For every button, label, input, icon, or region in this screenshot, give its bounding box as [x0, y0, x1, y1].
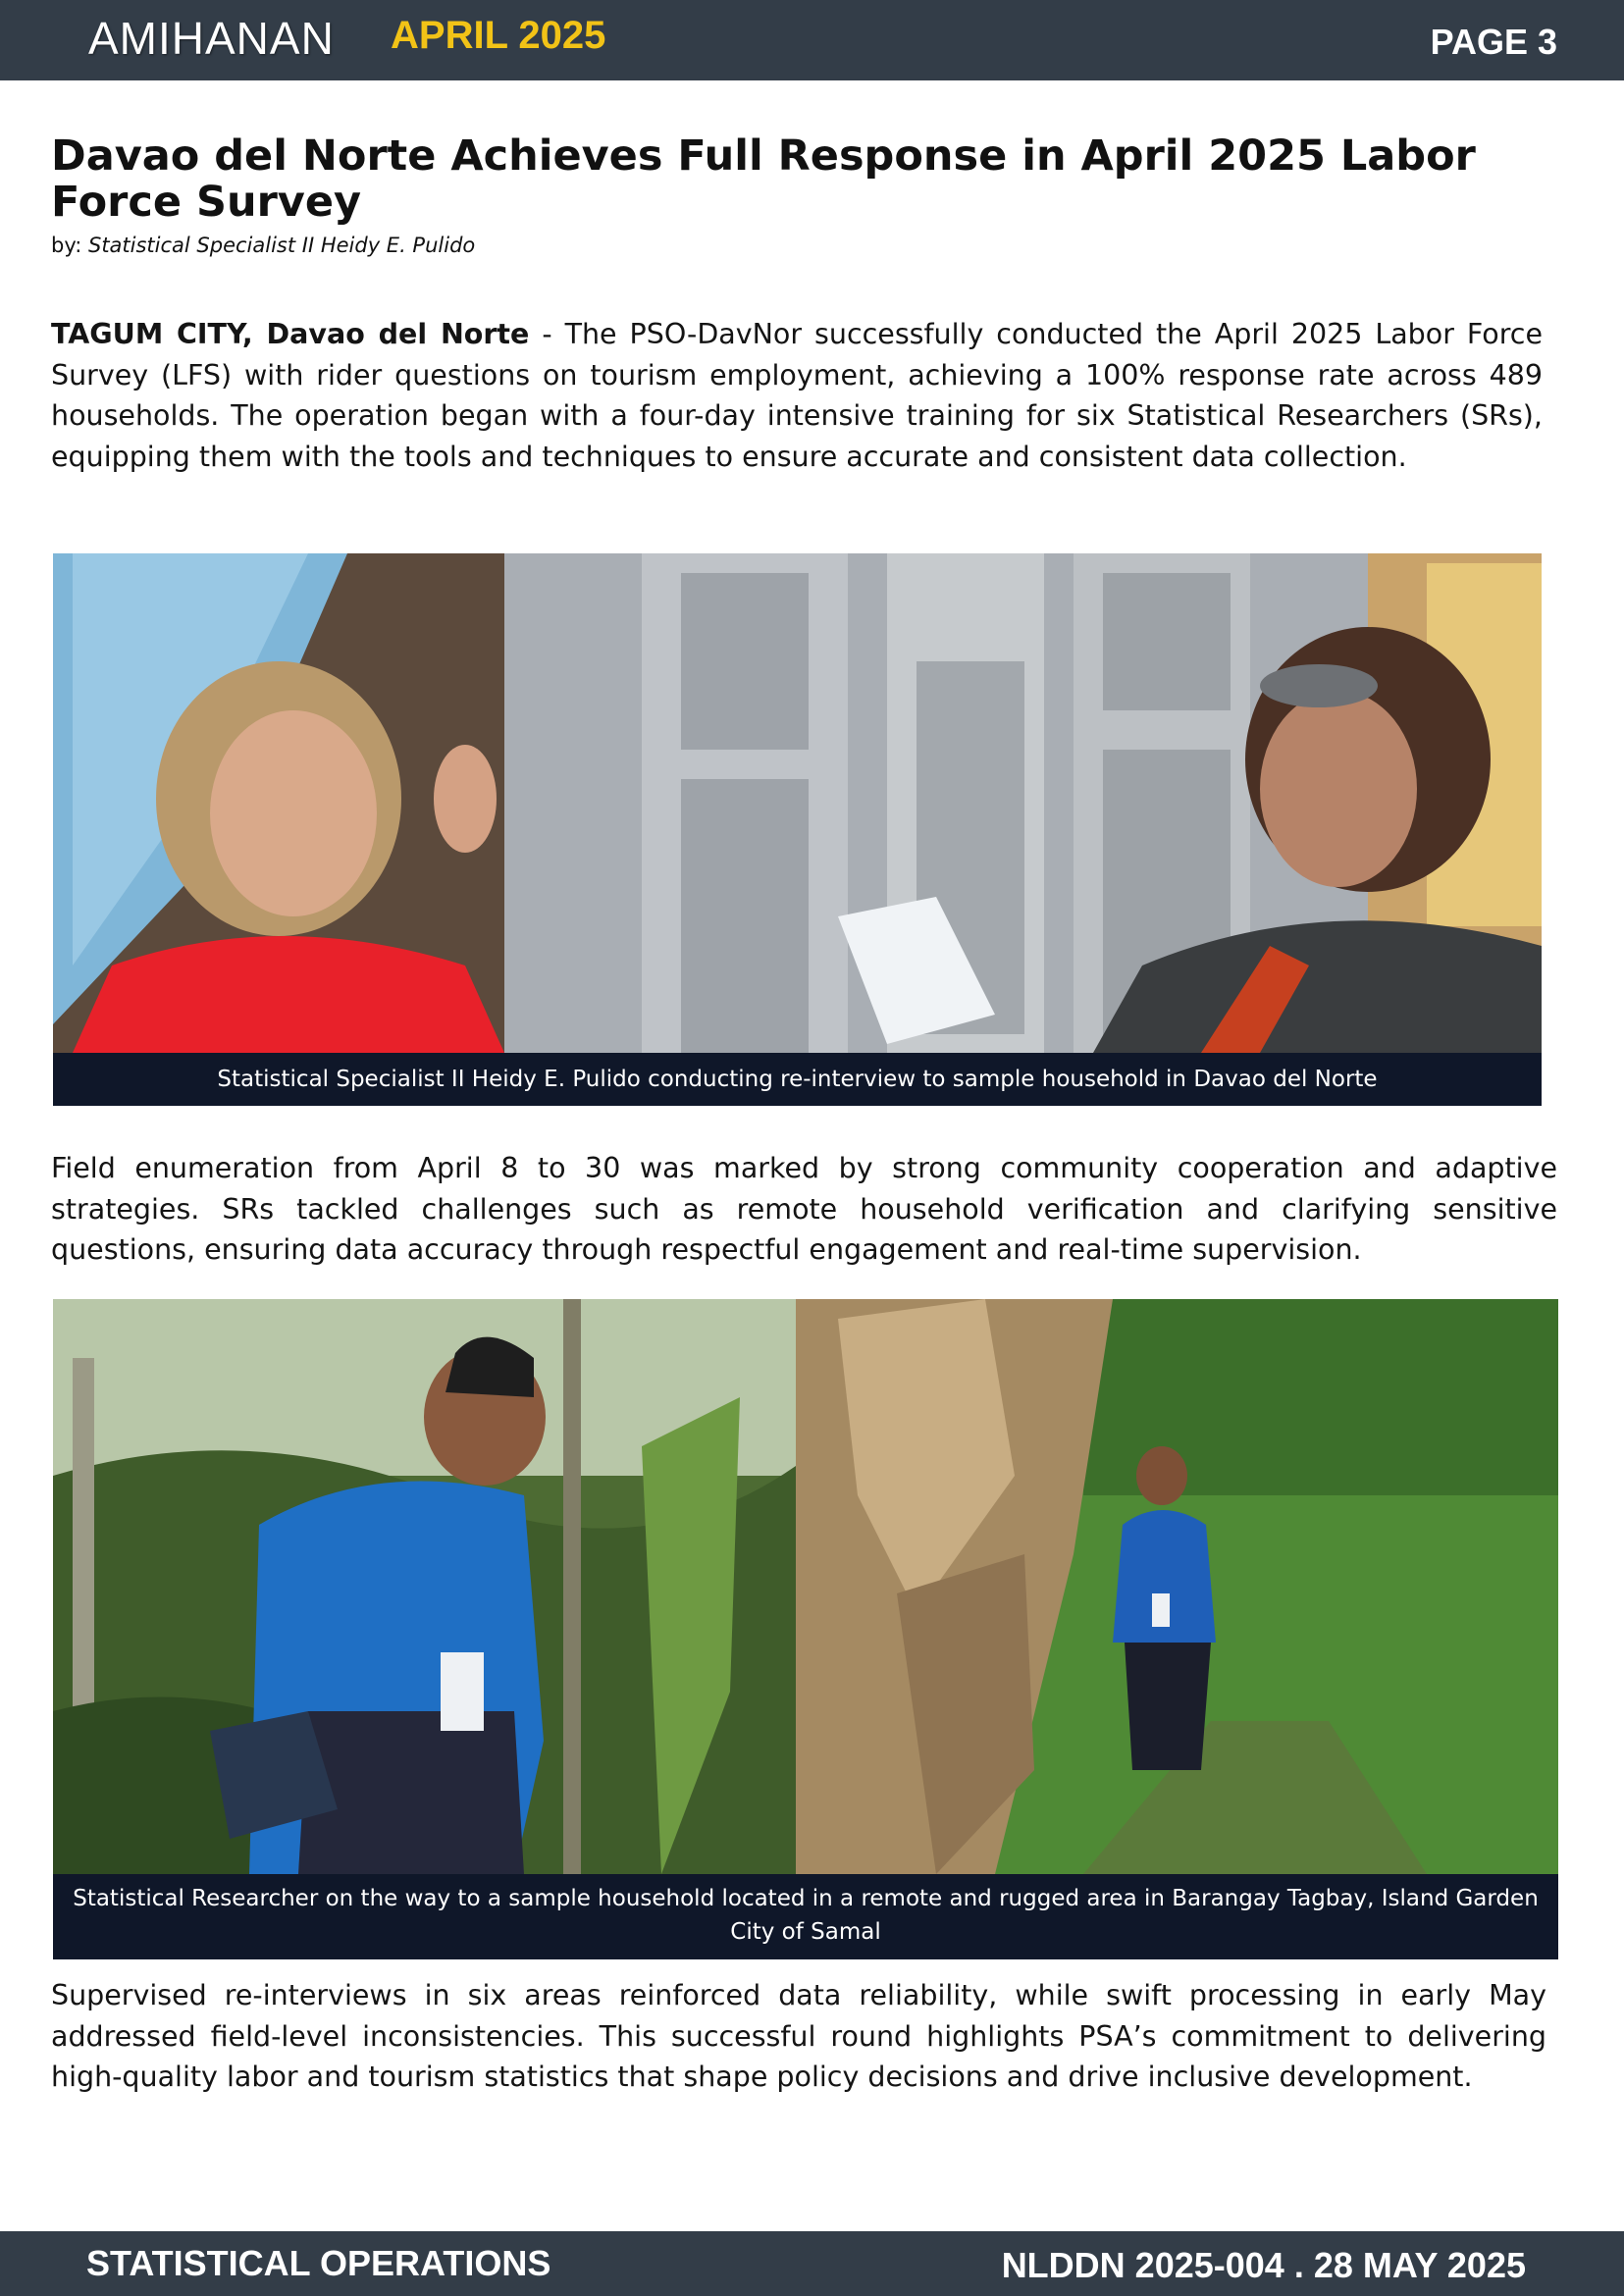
caption-field-researcher: Statistical Researcher on the way to a sample household located in a remote and rugged area in Barangay Tagbay, Island Garden City of Samal — [53, 1874, 1558, 1959]
lead-location: TAGUM CITY, Davao del Norte — [51, 318, 530, 350]
section-label: STATISTICAL OPERATIONS — [86, 2243, 551, 2283]
caption-reinterview: Statistical Specialist II Heidy E. Pulido conducting re-interview to sample household in Davao del Norte — [53, 1053, 1542, 1106]
footer-bar — [0, 2231, 1624, 2296]
paragraph-conclusion: Supervised re-interviews in six areas reinforced data reliability, while swift processing in early May addressed field-level inconsistencies. This successful round highlights PSA’s commitment to delivering high-quality labor and tourism statistics that shape policy decisions and drive inclusive development. — [51, 1979, 1546, 2093]
header-bar — [0, 0, 1624, 80]
paragraph-intro-text: - The PSO-DavNor successfully conducted the April 2025 Labor Force Survey (LFS) with rider questions on tourism employment, achieving a 100% response rate across 489 households. The operation began with a four-day intensive training for six Statistical Researchers (SRs), equipping them with the tools and techniques to ensure accurate and consistent data collection. — [51, 318, 1543, 473]
photo-field-researcher-illustration — [53, 1299, 1558, 1874]
newsletter-brand: AMIHANAN — [88, 13, 335, 64]
issue-date: APRIL 2025 — [391, 14, 606, 57]
byline — [51, 234, 475, 257]
paragraph-enumeration: Field enumeration from April 8 to 30 was marked by strong community cooperation and adaptive strategies. SRs tackled challenges such as remote household verification and clarifying sensitive questions, ensuring data accuracy through respectful engagement and real-time supervision. — [51, 1152, 1557, 1266]
photo-reinterview-illustration — [53, 553, 1542, 1053]
photo-field-researcher — [53, 1299, 1558, 1874]
byline-prefix: by: — [51, 234, 88, 257]
photo-reinterview — [53, 553, 1542, 1053]
byline-author: Statistical Specialist II Heidy E. Pulido — [87, 234, 476, 257]
article-title: Davao del Norte Achieves Full Response in April 2025 Labor Force Survey — [51, 131, 1476, 227]
page-number: PAGE 3 — [1430, 22, 1557, 62]
paragraph-intro — [51, 314, 1543, 477]
document-number: NLDDN 2025-004 . 28 MAY 2025 — [1001, 2245, 1526, 2285]
